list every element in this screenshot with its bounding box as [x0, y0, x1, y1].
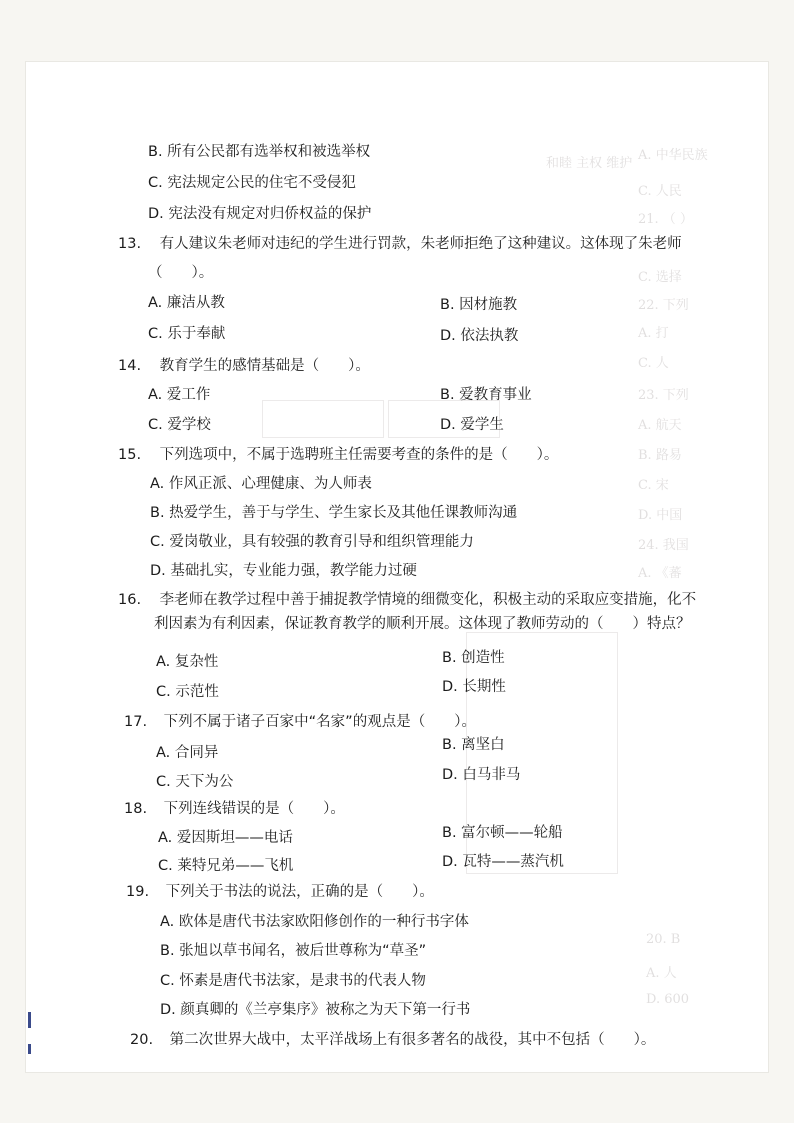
- option-c[interactable]: C. 天下为公: [156, 774, 234, 790]
- q12-option-d: D. 宪法没有规定对归侨权益的保护: [148, 206, 372, 222]
- scan-edge-mark: [28, 1012, 31, 1028]
- option-c[interactable]: C. 示范性: [156, 684, 219, 700]
- option-b[interactable]: B. 热爱学生，善于与学生、学生家长及其他任课教师沟通: [150, 505, 518, 521]
- question-20: [130, 1028, 655, 1049]
- bleed-through-text: A. 航天: [638, 418, 682, 433]
- option-c[interactable]: C. 爱学校: [148, 417, 211, 433]
- bleed-through-text: D. 中国: [638, 508, 683, 523]
- question-stem: 下列关于书法的说法，正确的是（ ）。: [165, 884, 434, 900]
- bleed-through-text: A. 《蕃: [638, 566, 682, 581]
- scan-edge-mark: [28, 1044, 31, 1054]
- option-a[interactable]: A. 廉洁从教: [148, 295, 225, 311]
- bleed-through-text: 23. 下列: [638, 388, 689, 403]
- question-16: [118, 588, 696, 609]
- option-b[interactable]: B. 富尔顿——轮船: [442, 825, 563, 841]
- option-b[interactable]: B. 创造性: [442, 650, 505, 666]
- option-b[interactable]: B. 张旭以草书闻名，被后世尊称为“草圣”: [160, 943, 427, 959]
- question-number: 18.: [124, 801, 148, 817]
- q12-option-c: C. 宪法规定公民的住宅不受侵犯: [148, 175, 356, 191]
- bleed-through-text: C. 宋: [638, 478, 669, 493]
- option-a[interactable]: A. 复杂性: [156, 654, 219, 670]
- question-stem: 下列选项中，不属于选聘班主任需要考查的条件的是（ ）。: [159, 447, 559, 463]
- question-stem: 下列连线错误的是（ ）。: [163, 801, 345, 817]
- bleed-through-text: 24. 我国: [638, 538, 689, 553]
- bleed-through-text: C. 人民: [638, 184, 682, 199]
- option-a[interactable]: A. 合同异: [156, 745, 219, 761]
- option-a[interactable]: A. 爱因斯坦——电话: [158, 830, 293, 846]
- option-d[interactable]: D. 瓦特——蒸汽机: [442, 854, 564, 870]
- bleed-through-text: 22. 下列: [638, 298, 689, 313]
- question-18: [124, 797, 345, 818]
- bleed-through-text: B. 路易: [638, 448, 682, 463]
- question-number: 20.: [130, 1032, 154, 1048]
- option-d[interactable]: D. 依法执教: [440, 328, 519, 344]
- option-d[interactable]: D. 长期性: [442, 679, 506, 695]
- question-17: [124, 710, 476, 731]
- option-b[interactable]: B. 离坚白: [442, 737, 505, 753]
- question-stem-cont: 利因素为有利因素，保证教育教学的顺利开展。这体现了教师劳动的（ ）特点？: [154, 616, 691, 632]
- bleed-through-text: A. 人: [646, 966, 677, 981]
- bleed-through-text: 20. B: [646, 932, 681, 947]
- question-number: 13.: [118, 236, 142, 252]
- q12-option-b: B. 所有公民都有选举权和被选举权: [148, 144, 371, 160]
- question-number: 15.: [118, 447, 142, 463]
- option-a[interactable]: A. 爱工作: [148, 387, 211, 403]
- option-a[interactable]: A. 欧体是唐代书法家欧阳修创作的一种行书字体: [160, 914, 469, 930]
- question-19: [126, 880, 434, 901]
- option-c[interactable]: C. 怀素是唐代书法家，是隶书的代表人物: [160, 973, 426, 989]
- bleed-through-text: A. 中华民族: [638, 148, 708, 163]
- bleed-through-box: [262, 400, 384, 438]
- bleed-through-text: A. 打: [638, 326, 669, 341]
- question-stem: 有人建议朱老师对违纪的学生进行罚款，朱老师拒绝了这种建议。这体现了朱老师: [159, 236, 682, 252]
- bleed-through-text: C. 人: [638, 356, 669, 371]
- option-a[interactable]: A. 作风正派、心理健康、为人师表: [150, 476, 372, 492]
- option-c[interactable]: C. 乐于奉献: [148, 326, 226, 342]
- exam-page: [26, 62, 768, 1072]
- option-d[interactable]: D. 颜真卿的《兰亭集序》被称之为天下第一行书: [160, 1002, 471, 1018]
- option-c[interactable]: C. 莱特兄弟——飞机: [158, 858, 294, 874]
- option-b[interactable]: B. 爱教育事业: [440, 387, 532, 403]
- question-number: 19.: [126, 884, 150, 900]
- question-stem: 李老师在教学过程中善于捕捉教学情境的细微变化，积极主动的采取应变措施，化不: [159, 592, 697, 608]
- question-stem-cont: （ ）。: [148, 265, 214, 281]
- option-d[interactable]: D. 基础扎实，专业能力强，教学能力过硬: [150, 563, 417, 579]
- question-number: 16.: [118, 592, 142, 608]
- option-c[interactable]: C. 爱岗敬业，具有较强的教育引导和组织管理能力: [150, 534, 474, 550]
- question-number: 17.: [124, 714, 148, 730]
- question-stem: 第二次世界大战中，太平洋战场上有很多著名的战役，其中不包括（ ）。: [169, 1032, 656, 1048]
- question-13: [118, 232, 682, 253]
- bleed-through-text: C. 选择: [638, 270, 682, 285]
- question-stem: 教育学生的感情基础是（ ）。: [159, 358, 370, 374]
- question-number: 14.: [118, 358, 142, 374]
- option-d[interactable]: D. 爱学生: [440, 417, 504, 433]
- bleed-through-text: 21. （ ）: [638, 212, 693, 227]
- option-b[interactable]: B. 因材施教: [440, 297, 518, 313]
- question-15: [118, 443, 558, 464]
- question-stem: 下列不属于诸子百家中“名家”的观点是（ ）。: [163, 714, 476, 730]
- bleed-through-text: 和睦 主权 维护: [546, 156, 633, 171]
- option-d[interactable]: D. 白马非马: [442, 767, 521, 783]
- bleed-through-text: D. 600: [646, 992, 690, 1007]
- question-14: [118, 354, 370, 375]
